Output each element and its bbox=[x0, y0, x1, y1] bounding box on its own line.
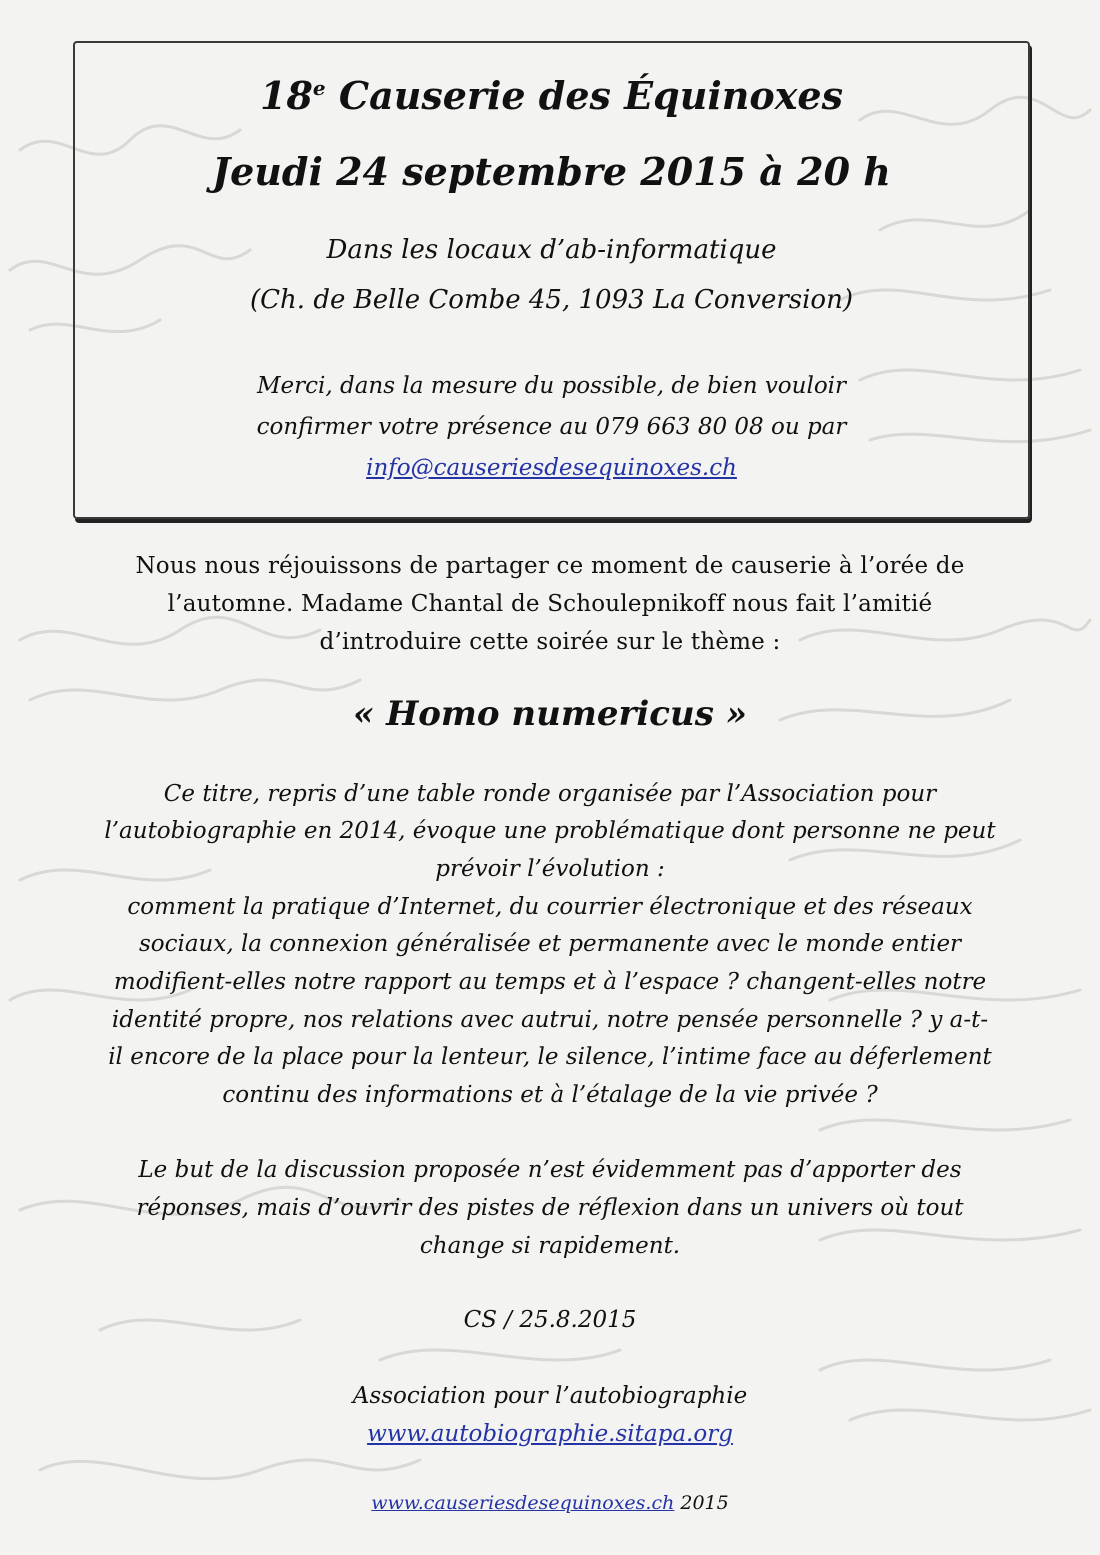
footer-website-link[interactable]: www.causeriesdesequinoxes.ch bbox=[371, 1492, 675, 1514]
rsvp-text-line-1: Merci, dans la mesure du possible, de bien vouloir bbox=[256, 373, 847, 399]
signature: CS / 25.8.2015 bbox=[463, 1307, 637, 1333]
rsvp-email-line bbox=[75, 455, 1028, 481]
description-line: sociaux, la connexion généralisée et permanente avec le monde entier bbox=[138, 931, 962, 957]
description-line: modifient-elles notre rapport au temps et à l’espace ? changent-elles notre bbox=[113, 969, 987, 995]
goal-line: Le but de la discussion proposée n’est évidemment pas d’apporter des bbox=[138, 1157, 962, 1183]
description-line: l’autobiographie en 2014, évoque une problématique dont personne ne peut bbox=[104, 818, 996, 844]
intro-line-3: d’introduire cette soirée sur le thème : bbox=[319, 629, 781, 655]
description-line: continu des informations et à l’étalage de la vie privée ? bbox=[222, 1082, 878, 1108]
theme-title: « Homo numericus » bbox=[353, 694, 747, 734]
venue-address: (Ch. de Belle Combe 45, 1093 La Conversion) bbox=[250, 285, 853, 315]
intro-line-1: Nous nous réjouissons de partager ce moment de causerie à l’orée de bbox=[135, 553, 965, 579]
association-website-link[interactable]: www.autobiographie.sitapa.org bbox=[367, 1421, 733, 1447]
footer-year: 2015 bbox=[674, 1492, 729, 1514]
goal-line: réponses, mais d’ouvrir des pistes de réflexion dans un univers où tout bbox=[136, 1195, 964, 1221]
goal-line: change si rapidement. bbox=[419, 1233, 681, 1259]
intro-line-2: l’automne. Madame Chantal de Schoulepnikoff nous fait l’amitié bbox=[167, 591, 933, 617]
event-date: Jeudi 24 septembre 2015 à 20 h bbox=[212, 149, 891, 194]
association-website-line bbox=[0, 1421, 1100, 1447]
footer bbox=[0, 1492, 1100, 1514]
rsvp-email-link[interactable]: info@causeriesdesequinoxes.ch bbox=[366, 455, 737, 481]
description-line: il encore de la place pour la lenteur, le silence, l’intime face au déferlement bbox=[108, 1044, 992, 1070]
association-name: Association pour l’autobiographie bbox=[352, 1383, 748, 1409]
description-line: Ce titre, repris d’une table ronde organisée par l’Association pour bbox=[163, 781, 937, 807]
rsvp-text-line-2: confirmer votre présence au 079 663 80 08 ou par bbox=[256, 414, 847, 440]
event-header-box bbox=[73, 41, 1030, 519]
event-title: 18e Causerie des Équinoxes bbox=[260, 73, 843, 118]
description-line: identité propre, nos relations avec autrui, notre pensée personnelle ? y a-t- bbox=[111, 1007, 989, 1033]
description-line: comment la pratique d’Internet, du courrier électronique et des réseaux bbox=[127, 894, 973, 920]
ordinal-superscript: e bbox=[312, 76, 326, 100]
description-line: prévoir l’évolution : bbox=[435, 856, 665, 882]
venue-name: Dans les locaux d’ab-informatique bbox=[326, 235, 777, 265]
